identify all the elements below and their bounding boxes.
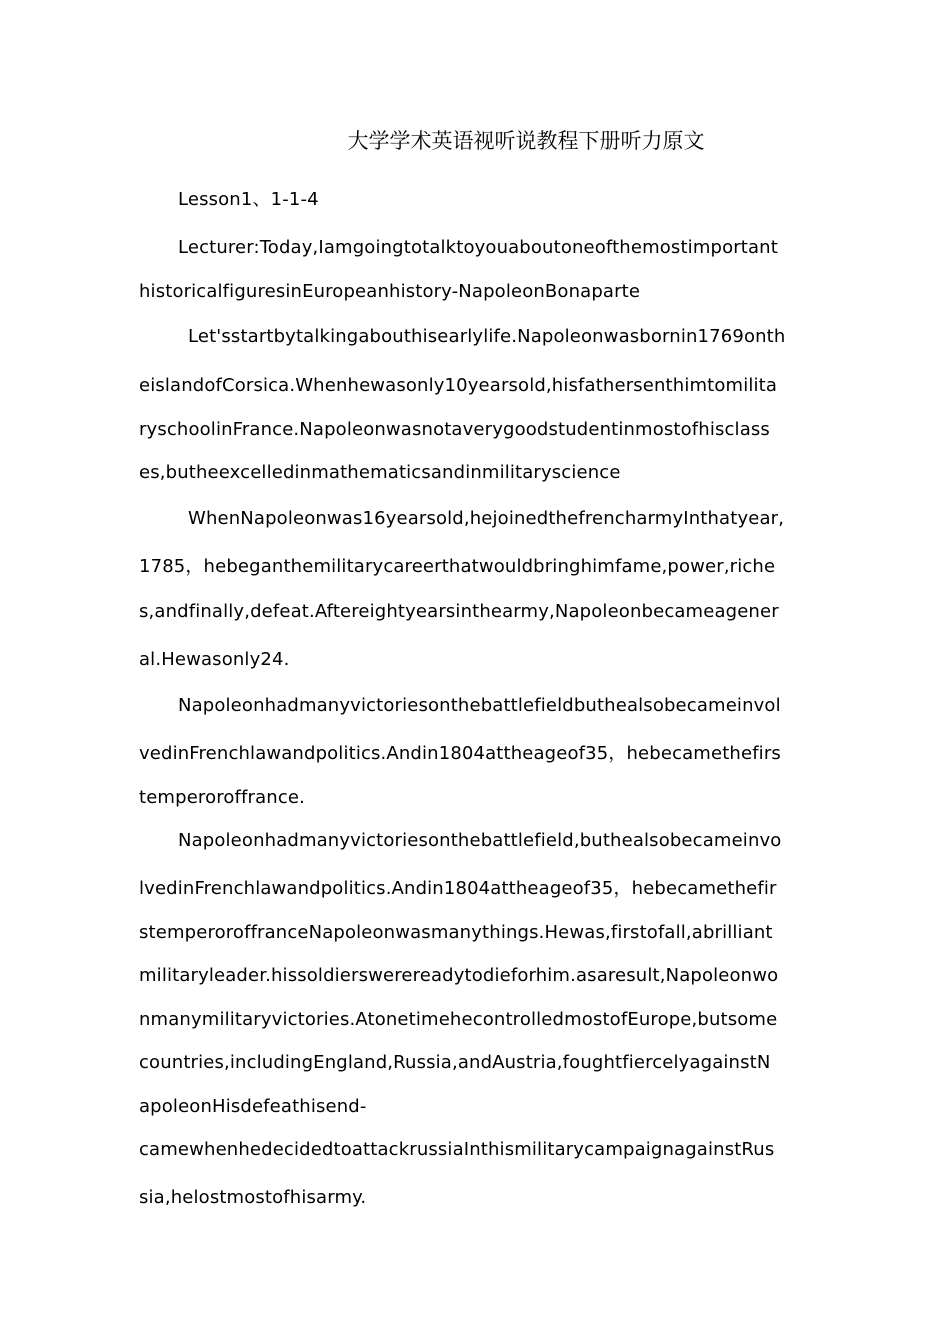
text-line: nmanymilitaryvictories.AtonetimehecontrolledmostofEurope,butsome <box>139 1009 778 1030</box>
text-line: WhenNapoleonwas16yearsold,hejoinedthefrencharmyInthatyear, <box>188 508 785 529</box>
text-line: lvedinFrenchlawandpolitics.Andin1804attheageof35，hebecamethefir <box>139 878 777 899</box>
text-line: camewhenhedecidedtoattackrussiaInthismilitarycampaignagainstRus <box>139 1139 775 1160</box>
text-line: Let'sstartbytalkingabouthisearlylife.Napoleonwasbornin1769onth <box>188 326 786 347</box>
text-line: Lecturer:Today,Iamgoingtotalktoyouaboutoneofthemostimportant <box>178 237 778 258</box>
text-line: Napoleonhadmanyvictoriesonthebattlefieldbuthealsobecameinvol <box>178 695 781 716</box>
lesson-heading: Lesson1、1-1-4 <box>178 189 319 210</box>
text-line: Napoleonhadmanyvictoriesonthebattlefield,buthealsobecameinvo <box>178 830 782 851</box>
text-line: s,andfinally,defeat.Aftereightyearsinthearmy,Napoleonbecameagener <box>139 601 779 622</box>
text-line: militaryleader.hissoldierswerereadytodieforhim.asaresult,Napoleonwo <box>139 965 779 986</box>
text-line: apoleonHisdefeathisend- <box>139 1096 367 1117</box>
text-line: ryschoolinFrance.Napoleonwasnotaverygoodstudentinmostofhisclass <box>139 419 770 440</box>
document-title: 大学学术英语视听说教程下册听力原文 <box>347 129 705 153</box>
text-line: sia,helostmostofhisarmy. <box>139 1187 367 1208</box>
text-line: historicalfiguresinEuropeanhistory-NapoleonBonaparte <box>139 281 641 302</box>
text-line: es,butheexcelledinmathematicsandinmilitaryscience <box>139 462 621 483</box>
text-line: countries,includingEngland,Russia,andAustria,foughtfiercelyagainstN <box>139 1052 771 1073</box>
text-line: 1785，hebeganthemilitarycareerthatwouldbringhimfame,power,riche <box>139 556 776 577</box>
text-line: eislandofCorsica.Whenhewasonly10yearsold,hisfathersenthimtomilita <box>139 375 778 396</box>
text-line: vedinFrenchlawandpolitics.Andin1804attheageof35，hebecamethefirs <box>139 743 781 764</box>
text-line: al.Hewasonly24. <box>139 649 290 670</box>
text-line: stemperoroffranceNapoleonwasmanythings.Hewas,firstofall,abrilliant <box>139 922 773 943</box>
text-line: temperoroffrance. <box>139 787 305 808</box>
